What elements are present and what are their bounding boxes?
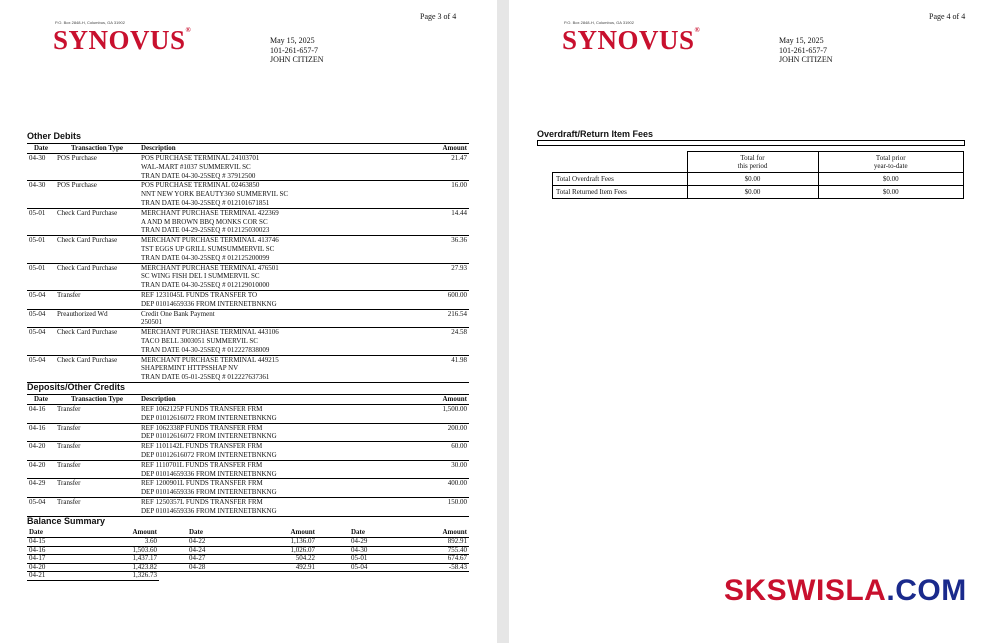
table-row [27, 442, 469, 461]
balance-amount: 1,503.60 [55, 546, 159, 555]
bal-col-amount: Amount [55, 528, 159, 538]
balance-date: 05-01 [317, 555, 407, 564]
fee-ytd: $0.00 [818, 186, 964, 199]
balance-date: 04-30 [317, 546, 407, 555]
row-date: 04-30 [27, 181, 55, 208]
balance-row [27, 538, 469, 547]
balance-date: 04-29 [317, 538, 407, 547]
row-amount: 21.47 [383, 154, 469, 181]
row-type: Check Card Purchase [55, 208, 139, 235]
balance-date [159, 572, 245, 581]
account-holder: JOHN CITIZEN [779, 55, 833, 64]
col-type: Transaction Type [55, 395, 139, 405]
other-debits-table [27, 143, 469, 383]
balance-amount: 3.60 [55, 538, 159, 547]
row-type: Transfer [55, 290, 139, 309]
row-date: 04-20 [27, 442, 55, 461]
balance-amount: 1,437.17 [55, 555, 159, 564]
table-row [27, 423, 469, 442]
page-number: Page 4 of 4 [929, 12, 966, 21]
row-description [139, 309, 383, 328]
description-line: TRAN DATE 04-30-25SEQ # 012101671851 [141, 198, 270, 207]
row-type: POS Purchase [55, 181, 139, 208]
account-holder: JOHN CITIZEN [270, 55, 324, 64]
row-type: POS Purchase [55, 154, 139, 181]
statement-date: May 15, 2025 [779, 36, 824, 45]
bank-address: P.O. Box 2848-H, Columbus, GA 31902 [564, 20, 634, 25]
description-line: TRAN DATE 04-30-25SEQ # 012227838009 [141, 345, 270, 354]
row-amount: 14.44 [383, 208, 469, 235]
description-line: TRAN DATE 04-30-25SEQ # 012125200099 [141, 253, 270, 262]
balance-row [27, 572, 469, 581]
description-line: MERCHANT PURCHASE TERMINAL 413746 [141, 236, 279, 245]
balance-amount: -58.43 [407, 563, 469, 572]
description-line: MERCHANT PURCHASE TERMINAL 422369 [141, 208, 279, 217]
description-line: REF 1231045L FUNDS TRANSFER TO [141, 290, 258, 299]
row-description [139, 181, 383, 208]
col-type: Transaction Type [55, 144, 139, 154]
other-debits-title: Other Debits [27, 131, 82, 141]
row-amount: 41.98 [383, 355, 469, 382]
row-description [139, 328, 383, 355]
fees-corner [553, 152, 688, 173]
description-line: MERCHANT PURCHASE TERMINAL 449215 [141, 355, 279, 364]
row-description [139, 479, 383, 498]
row-amount: 400.00 [383, 479, 469, 498]
row-date: 05-04 [27, 355, 55, 382]
col-ytd: Total prior year-to-date [818, 152, 964, 173]
row-date: 05-01 [27, 236, 55, 263]
description-line: WAL-MART #1037 SUMMERVIL SC [141, 162, 251, 171]
table-row [27, 309, 469, 328]
balance-amount [407, 572, 469, 581]
balance-date: 04-24 [159, 546, 245, 555]
account-number: 101-261-657-7 [270, 45, 318, 55]
description-line: TRAN DATE 04-30-25SEQ # 012129010000 [141, 281, 270, 290]
row-date: 04-20 [27, 460, 55, 479]
statement-page-4 [509, 0, 1006, 643]
description-line: TACO BELL 3003051 SUMMERVIL SC [141, 336, 258, 345]
overdraft-title: Overdraft/Return Item Fees [537, 129, 654, 139]
row-amount: 27.93 [383, 263, 469, 290]
description-line: A AND M BROWN BBQ MONKS COR SC [141, 217, 268, 226]
description-line: REF 1062338P FUNDS TRANSFER FRM [141, 423, 263, 432]
fee-period: $0.00 [687, 173, 818, 186]
row-amount: 30.00 [383, 460, 469, 479]
row-date: 05-01 [27, 263, 55, 290]
table-row [27, 236, 469, 263]
table-row [27, 497, 469, 516]
table-row [27, 355, 469, 382]
row-type: Transfer [55, 442, 139, 461]
balance-amount: 504.22 [245, 555, 317, 564]
description-line: TRAN DATE 04-29-25SEQ # 012125030023 [141, 226, 270, 235]
col-description: Description [139, 144, 383, 154]
balance-date: 04-27 [159, 555, 245, 564]
row-description [139, 405, 383, 424]
row-description [139, 290, 383, 309]
table-row [27, 154, 469, 181]
balance-date: 04-28 [159, 563, 245, 572]
balance-date: 05-04 [317, 563, 407, 572]
bal-col-amount: Amount [245, 528, 317, 538]
row-description [139, 263, 383, 290]
row-type: Transfer [55, 460, 139, 479]
description-line: SHAPERMINT HTTPSSHAP NV [141, 364, 239, 373]
balance-row [27, 563, 469, 572]
row-date: 04-29 [27, 479, 55, 498]
balance-date: 04-15 [27, 538, 55, 547]
statement-date: May 15, 2025 [270, 36, 315, 45]
row-description [139, 442, 383, 461]
col-period: Total for this period [687, 152, 818, 173]
description-line: DEP 01014659336 FROM INTERNETBNKNG [141, 469, 277, 478]
table-row [27, 290, 469, 309]
bal-col-amount: Amount [407, 528, 469, 538]
row-date: 05-04 [27, 290, 55, 309]
page-number: Page 3 of 4 [420, 12, 457, 21]
description-line: POS PURCHASE TERMINAL 24103701 [141, 154, 260, 162]
deposits-table [27, 394, 469, 517]
overdraft-title-bar [537, 140, 965, 146]
balance-amount: 1,423.82 [55, 563, 159, 572]
description-line: Credit One Bank Payment [141, 309, 215, 318]
balance-amount: 674.67 [407, 555, 469, 564]
bal-col-date: Date [27, 528, 55, 538]
description-line: NNT NEW YORK BEAUTY360 SUMMERVIL SC [141, 190, 289, 199]
description-line: REF 1062125P FUNDS TRANSFER FRM [141, 405, 263, 413]
description-line: REF 1250357L FUNDS TRANSFER FRM [141, 497, 263, 506]
balance-date: 04-20 [27, 563, 55, 572]
row-amount: 60.00 [383, 442, 469, 461]
bal-col-date: Date [317, 528, 407, 538]
row-type: Transfer [55, 405, 139, 424]
row-date: 05-01 [27, 208, 55, 235]
fee-label: Total Returned Item Fees [553, 186, 688, 199]
description-line: POS PURCHASE TERMINAL 02463850 [141, 181, 260, 190]
row-amount: 600.00 [383, 290, 469, 309]
row-type: Check Card Purchase [55, 328, 139, 355]
synovus-logo: SYNOVUS® [562, 25, 701, 55]
synovus-logo: SYNOVUS® [53, 25, 192, 55]
row-type: Preauthorized Wd [55, 309, 139, 328]
row-amount: 216.54 [383, 309, 469, 328]
balance-amount: 755.40 [407, 546, 469, 555]
description-line: TRAN DATE 05-01-25SEQ # 012227637361 [141, 373, 270, 382]
row-date: 04-30 [27, 154, 55, 181]
description-line: DEP 01012616072 FROM INTERNETBNKNG [141, 450, 277, 459]
balance-row [27, 555, 469, 564]
balance-date: 04-17 [27, 555, 55, 564]
row-amount: 1,500.00 [383, 405, 469, 424]
row-amount: 16.00 [383, 181, 469, 208]
row-type: Transfer [55, 479, 139, 498]
balance-date: 04-16 [27, 546, 55, 555]
row-description [139, 423, 383, 442]
row-type: Transfer [55, 423, 139, 442]
row-type: Check Card Purchase [55, 236, 139, 263]
deposits-title: Deposits/Other Credits [27, 382, 126, 392]
description-line: MERCHANT PURCHASE TERMINAL 476501 [141, 263, 279, 272]
row-description [139, 154, 383, 181]
table-row [27, 208, 469, 235]
overdraft-fees-table [552, 151, 964, 199]
description-line: REF 1110701L FUNDS TRANSFER FRM [141, 460, 263, 469]
table-row [27, 181, 469, 208]
table-row [27, 263, 469, 290]
balance-amount [245, 572, 317, 581]
description-line: SC WING FISH DEL I SUMMERVIL SC [141, 272, 260, 281]
row-amount: 150.00 [383, 497, 469, 516]
row-description [139, 497, 383, 516]
balance-row [27, 546, 469, 555]
balance-date [317, 572, 407, 581]
row-type: Check Card Purchase [55, 355, 139, 382]
col-description: Description [139, 395, 383, 405]
account-number: 101-261-657-7 [779, 45, 827, 55]
balance-amount: 892.91 [407, 538, 469, 547]
row-description [139, 355, 383, 382]
table-row [27, 460, 469, 479]
fee-period: $0.00 [687, 186, 818, 199]
col-amount: Amount [383, 144, 469, 154]
description-line: TST EGGS UP GRILL SUMSUMMERVIL SC [141, 244, 275, 253]
description-line: REF 1101142L FUNDS TRANSFER FRM [141, 442, 263, 451]
col-amount: Amount [383, 395, 469, 405]
row-date: 05-04 [27, 328, 55, 355]
col-date: Date [27, 395, 55, 405]
description-line: DEP 01012616072 FROM INTERNETBNKNG [141, 432, 277, 441]
balance-date: 04-21 [27, 572, 55, 581]
description-line: REF 1200901L FUNDS TRANSFER FRM [141, 479, 263, 488]
description-line: MERCHANT PURCHASE TERMINAL 443106 [141, 328, 279, 337]
row-description [139, 460, 383, 479]
fees-row-overdraft [553, 173, 964, 186]
balance-amount: 1,136.07 [245, 538, 317, 547]
row-amount: 24.58 [383, 328, 469, 355]
row-description [139, 236, 383, 263]
description-line: DEP 01014659336 FROM INTERNETBNKNG [141, 488, 277, 497]
watermark: SKSWISLA.COM [724, 574, 967, 607]
balance-amount: 492.91 [245, 563, 317, 572]
table-row [27, 328, 469, 355]
statement-header [270, 36, 324, 65]
description-line: DEP 01012616072 FROM INTERNETBNKNG [141, 413, 277, 422]
balance-amount: 1,026.07 [245, 546, 317, 555]
fees-row-returned [553, 186, 964, 199]
table-row [27, 479, 469, 498]
row-type: Check Card Purchase [55, 263, 139, 290]
bank-address: P.O. Box 2848-H, Columbus, GA 31902 [55, 20, 125, 25]
fee-label: Total Overdraft Fees [553, 173, 688, 186]
row-date: 04-16 [27, 405, 55, 424]
statement-header [779, 36, 833, 65]
row-amount: 36.36 [383, 236, 469, 263]
row-description [139, 208, 383, 235]
statement-page-3 [0, 0, 497, 643]
row-date: 05-04 [27, 497, 55, 516]
description-line: DEP 01014659336 FROM INTERNETBNKNG [141, 506, 277, 515]
balance-summary-table [27, 528, 469, 581]
balance-date: 04-22 [159, 538, 245, 547]
row-type: Transfer [55, 497, 139, 516]
bal-col-date: Date [159, 528, 245, 538]
description-line: DEP 01014659336 FROM INTERNETBNKNG [141, 299, 277, 308]
balance-amount: 1,326.73 [55, 572, 159, 581]
table-row [27, 405, 469, 424]
col-date: Date [27, 144, 55, 154]
balance-summary-title: Balance Summary [27, 516, 106, 526]
description-line: 250501 [141, 318, 162, 327]
fee-ytd: $0.00 [818, 173, 964, 186]
description-line: TRAN DATE 04-30-25SEQ # 37912500 [141, 171, 256, 180]
row-date: 05-04 [27, 309, 55, 328]
row-date: 04-16 [27, 423, 55, 442]
row-amount: 200.00 [383, 423, 469, 442]
